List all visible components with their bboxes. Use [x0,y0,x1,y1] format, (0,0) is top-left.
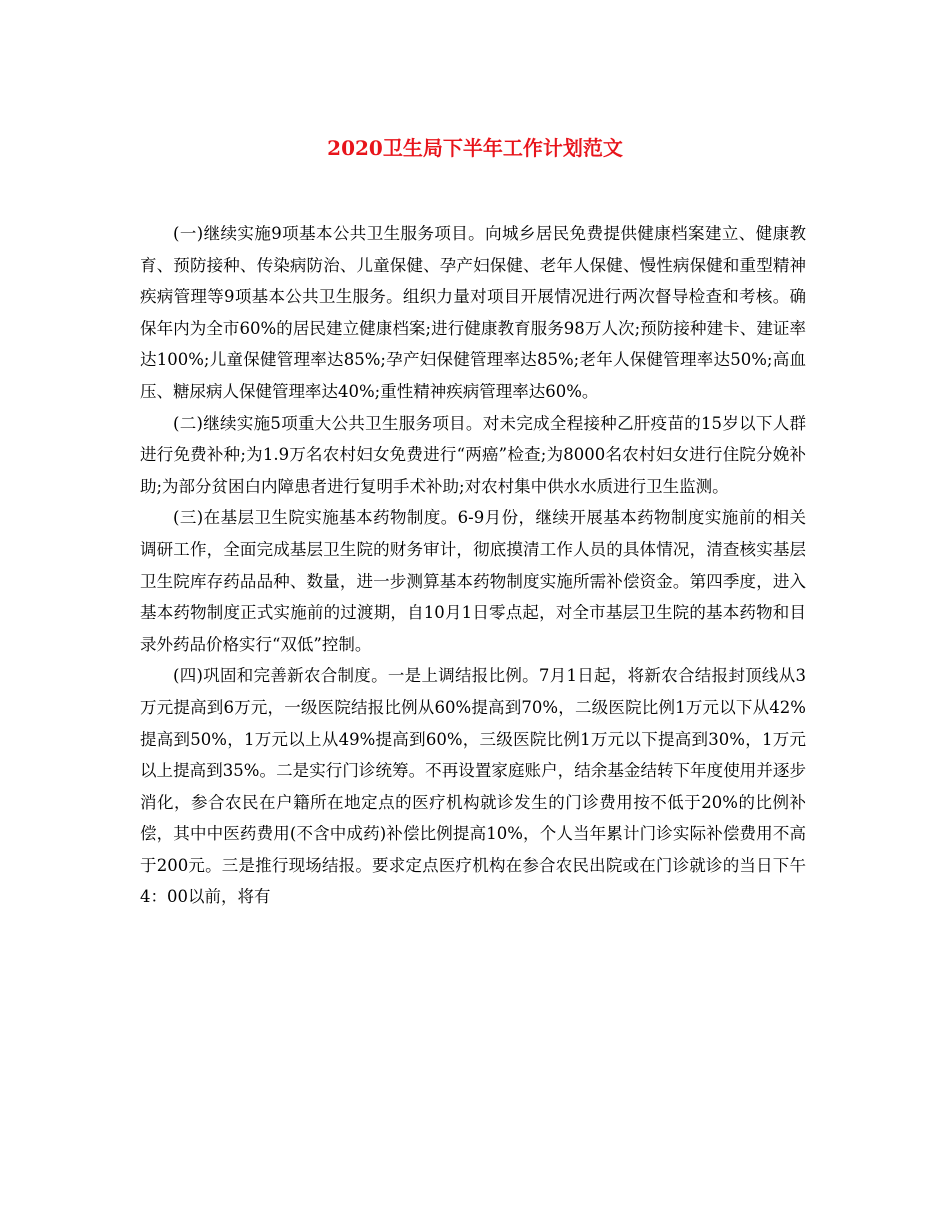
paragraph-2: (二)继续实施5项重大公共卫生服务项目。对未完成全程接种乙肝疫苗的15岁以下人群进行免费补种;为1.9万名农村妇女免费进行“两癌”检查;为8000名农村妇女进行住院分娩补助;为部分贫困白内障患者进行复明手术补助;对农村集中供水水质进行卫生监测。 [140,413,806,496]
paragraph-3: (三)在基层卫生院实施基本药物制度。6-9月份，继续开展基本药物制度实施前的相关调研工作，全面完成基层卫生院的财务审计，彻底摸清工作人员的具体情况，清查核实基层卫生院库存药品品种、数量，进一步测算基本药物制度实施所需补偿资金。第四季度，进入基本药物制度正式实施前的过渡期，自10月1日零点起，对全市基层卫生院的基本药物和目录外药品价格实行“双低”控制。 [140,508,806,654]
paragraph-1: (一)继续实施9项基本公共卫生服务项目。向城乡居民免费提供健康档案建立、健康教育、预防接种、传染病防治、儿童保健、孕产妇保健、老年人保健、慢性病保健和重型精神疾病管理等9项基本公共卫生服务。组织力量对项目开展情况进行两次督导检查和考核。确保年内为全市60%的居民建立健康档案;进行健康教育服务98万人次;预防接种建卡、建证率达100%;儿童保健管理率达85%;孕产妇保健管理率达85%;老年人保健管理率达50%;高血压、糖尿病人保健管理率达40%;重性精神疾病管理率达60%。 [140,224,806,401]
paragraph-4: (四)巩固和完善新农合制度。一是上调结报比例。7月1日起，将新农合结报封顶线从3万元提高到6万元，一级医院结报比例从60%提高到70%，二级医院比例1万元以下从42%提高到50%，1万元以上从49%提高到60%，三级医院比例1万元以下提高到30%，1万元以上提高到35%。二是实行门诊统筹。不再设置家庭账户，结余基金结转下年度使用并逐步消化，参合农民在户籍所在地定点的医疗机构就诊发生的门诊费用按不低于20%的比例补偿，其中中医药费用(不含中成药)补偿比例提高10%，个人当年累计门诊实际补偿费用不高于200元。三是推行现场结报。要求定点医疗机构在参合农民出院或在门诊就诊的当日下午4：00以前，将有 [140,666,806,907]
document-body [140,218,806,913]
document-title: 2020卫生局下半年工作计划范文 [327,136,623,160]
